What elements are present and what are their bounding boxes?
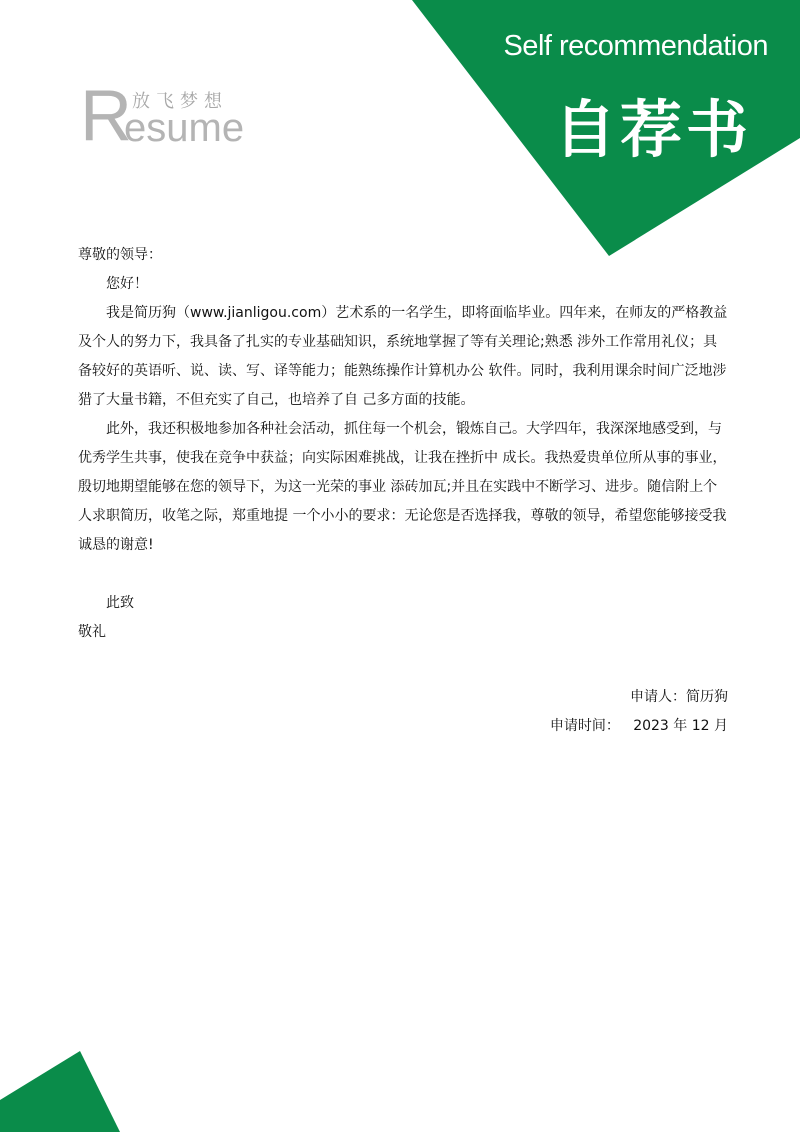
footer-green-triangle	[0, 1042, 120, 1132]
logo-letter-r: R	[80, 76, 132, 156]
logo-slogan: 放飞梦想	[132, 91, 228, 112]
header-title-en: Self recommendation	[503, 30, 768, 62]
closing-line-1: 此致	[106, 595, 134, 611]
spacer	[78, 560, 730, 589]
application-date: 申请时间： 2023 年 12 月	[549, 718, 728, 734]
paragraph-1: 我是简历狗（www.jianligou.com）艺术系的一名学生，即将面临毕业。四年来，在师友的严格教益及个人的努力下，我具备了扎实的专业基础知识，系统地掌握了等有关理论;熟悉 涉外工作常用礼仪；具备较好的英语听、说、读、写、译等能力；能熟练操作计算机办公 软件。同时，我利用课余时间广泛地涉猎了大量书籍，不但充实了自己，也培养了自 己多方面的技能。	[78, 305, 728, 408]
greeting: 您好！	[106, 276, 148, 292]
salutation: 尊敬的领导：	[78, 247, 162, 263]
closing-line-2: 敬礼	[78, 624, 106, 640]
signature-block	[550, 683, 728, 741]
resume-logo	[80, 76, 260, 156]
letter-body	[78, 241, 730, 647]
paragraph-2: 此外，我还积极地参加各种社会活动，抓住每一个机会，锻炼自己。大学四年，我深深地感受到，与优秀学生共事，使我在竞争中获益；向实际困难挑战，让我在挫折中 成长。我热爱贵单位所从事的事业，殷切地期望能够在您的领导下，为这一光荣的事业 添砖加瓦;并且在实践中不断学习、进步。随信附上个人求职简历，收笔之际，郑重地提 一个小小的要求：无论您是否选择我，尊敬的领导，希望您能够接受我诚恳的谢意!	[78, 421, 727, 553]
header-title-cn: 自荐书	[553, 93, 752, 166]
applicant-name: 申请人：简历狗	[630, 689, 728, 705]
logo-word: esume	[124, 106, 245, 150]
